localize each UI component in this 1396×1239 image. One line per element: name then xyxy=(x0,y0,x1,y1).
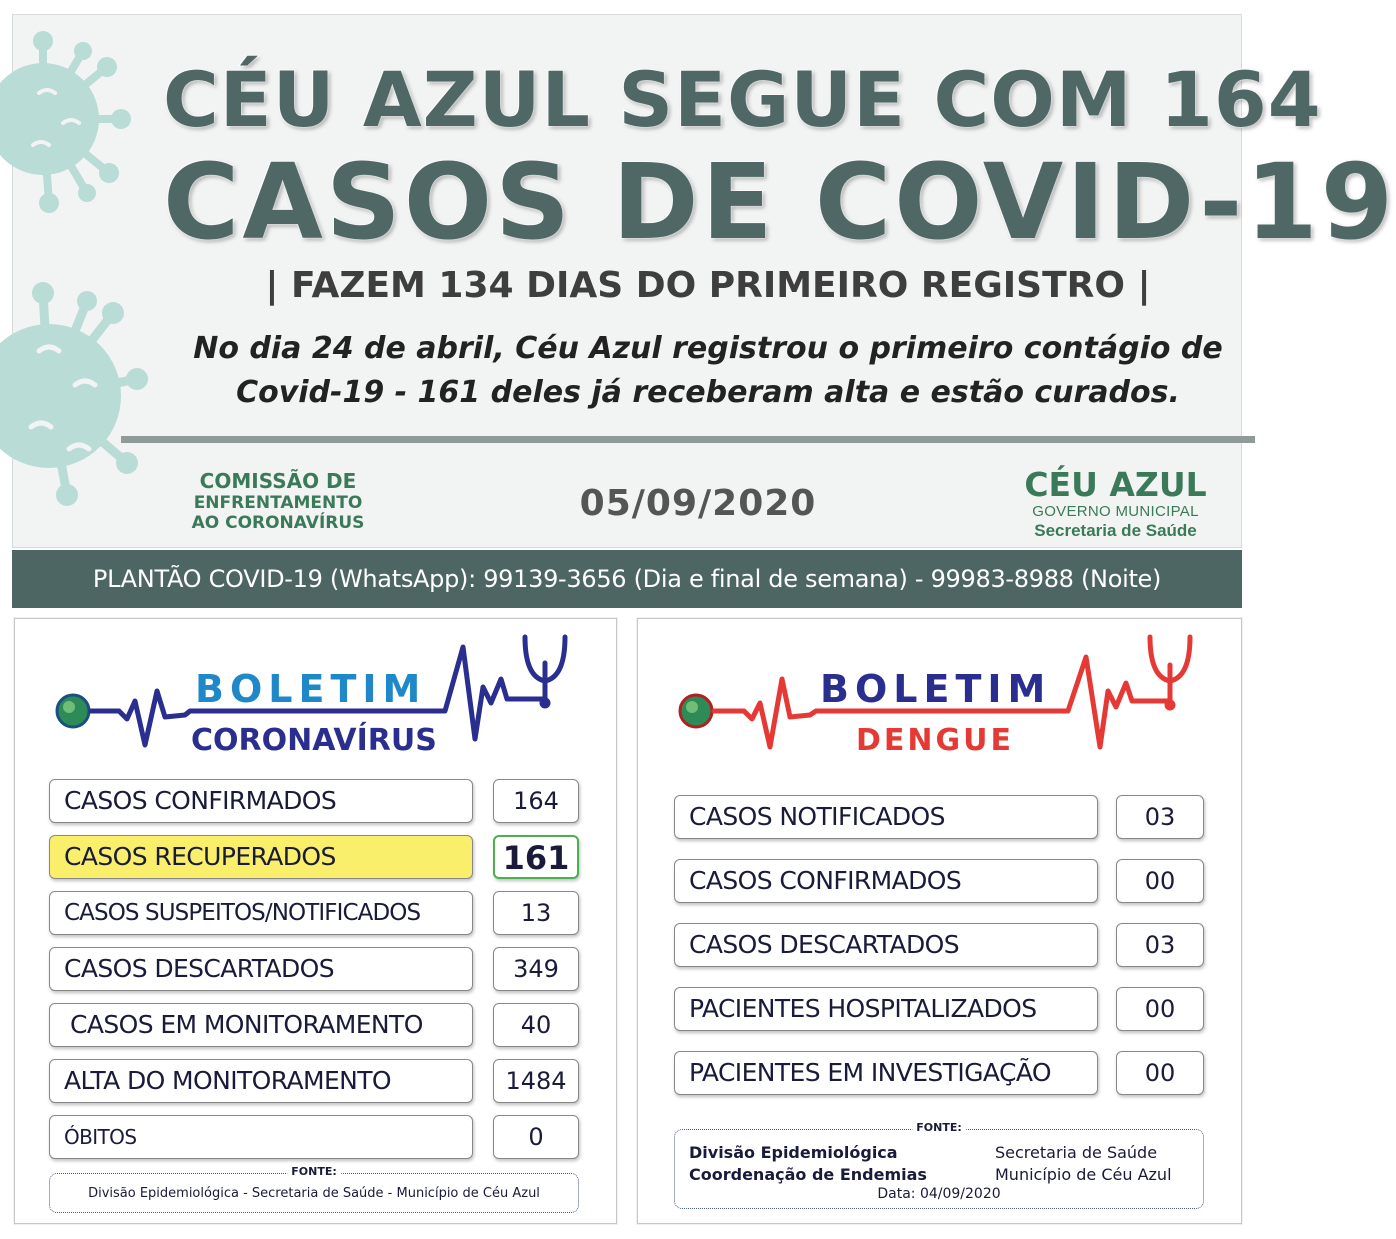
table-row xyxy=(15,1003,616,1049)
row-label: CASOS NOTIFICADOS xyxy=(674,795,1098,839)
comissao-line2: ENFRENTAMENTO xyxy=(193,493,363,513)
dengue-bulletin xyxy=(637,618,1242,1224)
table-row xyxy=(638,1051,1241,1097)
row-label: ALTA DO MONITORAMENTO xyxy=(49,1059,473,1103)
description-line1: No dia 24 de abril, Céu Azul registrou o primeiro contágio de xyxy=(193,331,1223,366)
comissao-line3: AO CORONAVÍRUS xyxy=(191,513,365,533)
row-value: 00 xyxy=(1116,987,1204,1031)
comissao-logo xyxy=(173,470,383,533)
subheadline: | FAZEM 134 DIAS DO PRIMEIRO REGISTRO | xyxy=(265,265,1151,306)
headline-line1: CÉU AZUL SEGUE COM 164 xyxy=(163,55,1322,144)
description xyxy=(183,327,1233,415)
fonte-right-line1: Secretaria de Saúde xyxy=(995,1143,1158,1162)
headline-line2: CASOS DE COVID-19 xyxy=(163,141,1396,263)
comissao-line1: COMISSÃO DE xyxy=(199,469,357,493)
bulletin-date: 05/09/2020 xyxy=(579,483,817,524)
fonte-date: Data: 04/09/2020 xyxy=(877,1186,1001,1202)
row-label: ÓBITOS xyxy=(49,1115,473,1159)
table-row xyxy=(15,1115,616,1161)
row-value: 164 xyxy=(493,779,579,823)
fonte-right-line2: Município de Céu Azul xyxy=(995,1165,1172,1184)
fonte-title: FONTE: xyxy=(287,1165,341,1179)
row-value: 161 xyxy=(493,835,579,879)
fonte-box xyxy=(674,1121,1204,1209)
fonte-right-text xyxy=(995,1142,1172,1186)
fonte-left-line2: Coordenação de Endemias xyxy=(689,1165,927,1184)
brand-sub2: Secretaria de Saúde xyxy=(1034,521,1197,540)
stethoscope-icon xyxy=(1150,637,1190,708)
table-row xyxy=(638,859,1241,905)
fonte-text: Divisão Epidemiológica - Secretaria de Saúde - Município de Céu Azul xyxy=(88,1186,540,1201)
table-row xyxy=(638,795,1241,841)
row-label: CASOS EM MONITORAMENTO xyxy=(49,1003,473,1047)
fonte-box xyxy=(49,1165,579,1213)
table-row xyxy=(15,779,616,825)
row-value: 03 xyxy=(1116,795,1204,839)
table-row-highlighted xyxy=(15,835,616,881)
fonte-left-line1: Divisão Epidemiológica xyxy=(689,1143,898,1162)
row-label: CASOS CONFIRMADOS xyxy=(674,859,1098,903)
brand-title: CÉU AZUL xyxy=(1024,465,1207,504)
row-value: 13 xyxy=(493,891,579,935)
table-row xyxy=(15,891,616,937)
plantao-bar: PLANTÃO COVID-19 (WhatsApp): 99139-3656 (Dia e final de semana) - 99983-8988 (Noite) xyxy=(12,550,1242,608)
coronavirus-icon xyxy=(9,281,149,511)
table-row xyxy=(638,923,1241,969)
row-value: 03 xyxy=(1116,923,1204,967)
description-line2: Covid-19 - 161 deles já receberam alta e estão curados. xyxy=(236,375,1180,410)
row-value: 40 xyxy=(493,1003,579,1047)
fonte-left-text xyxy=(689,1142,927,1186)
covid-bulletin xyxy=(14,618,617,1224)
row-value: 1484 xyxy=(493,1059,579,1103)
brand-sub1: GOVERNO MUNICIPAL xyxy=(1032,503,1199,520)
dengue-logo-subtitle: DENGUE xyxy=(856,723,1014,758)
row-value: 0 xyxy=(493,1115,579,1159)
row-value: 00 xyxy=(1116,1051,1204,1095)
row-label: CASOS SUSPEITOS/NOTIFICADOS xyxy=(49,891,473,935)
row-label: PACIENTES HOSPITALIZADOS xyxy=(674,987,1098,1031)
row-label: CASOS RECUPERADOS xyxy=(49,835,473,879)
dengue-logo-title: BOLETIM xyxy=(820,667,1052,711)
divider xyxy=(121,436,1255,443)
covid-logo-title: BOLETIM xyxy=(195,667,427,711)
row-label: CASOS DESCARTADOS xyxy=(49,947,473,991)
row-label: PACIENTES EM INVESTIGAÇÃO xyxy=(674,1051,1098,1095)
table-row xyxy=(15,947,616,993)
table-row xyxy=(638,987,1241,1033)
header-panel xyxy=(12,14,1396,548)
coronavirus-icon xyxy=(9,33,139,213)
fonte-title: FONTE: xyxy=(912,1121,966,1135)
row-label: CASOS CONFIRMADOS xyxy=(49,779,473,823)
stethoscope-icon xyxy=(525,637,565,706)
ceu-azul-logo xyxy=(1013,467,1218,541)
row-value: 00 xyxy=(1116,859,1204,903)
table-row xyxy=(15,1059,616,1105)
row-value: 349 xyxy=(493,947,579,991)
row-label: CASOS DESCARTADOS xyxy=(674,923,1098,967)
covid-logo-subtitle: CORONAVÍRUS xyxy=(191,723,437,758)
